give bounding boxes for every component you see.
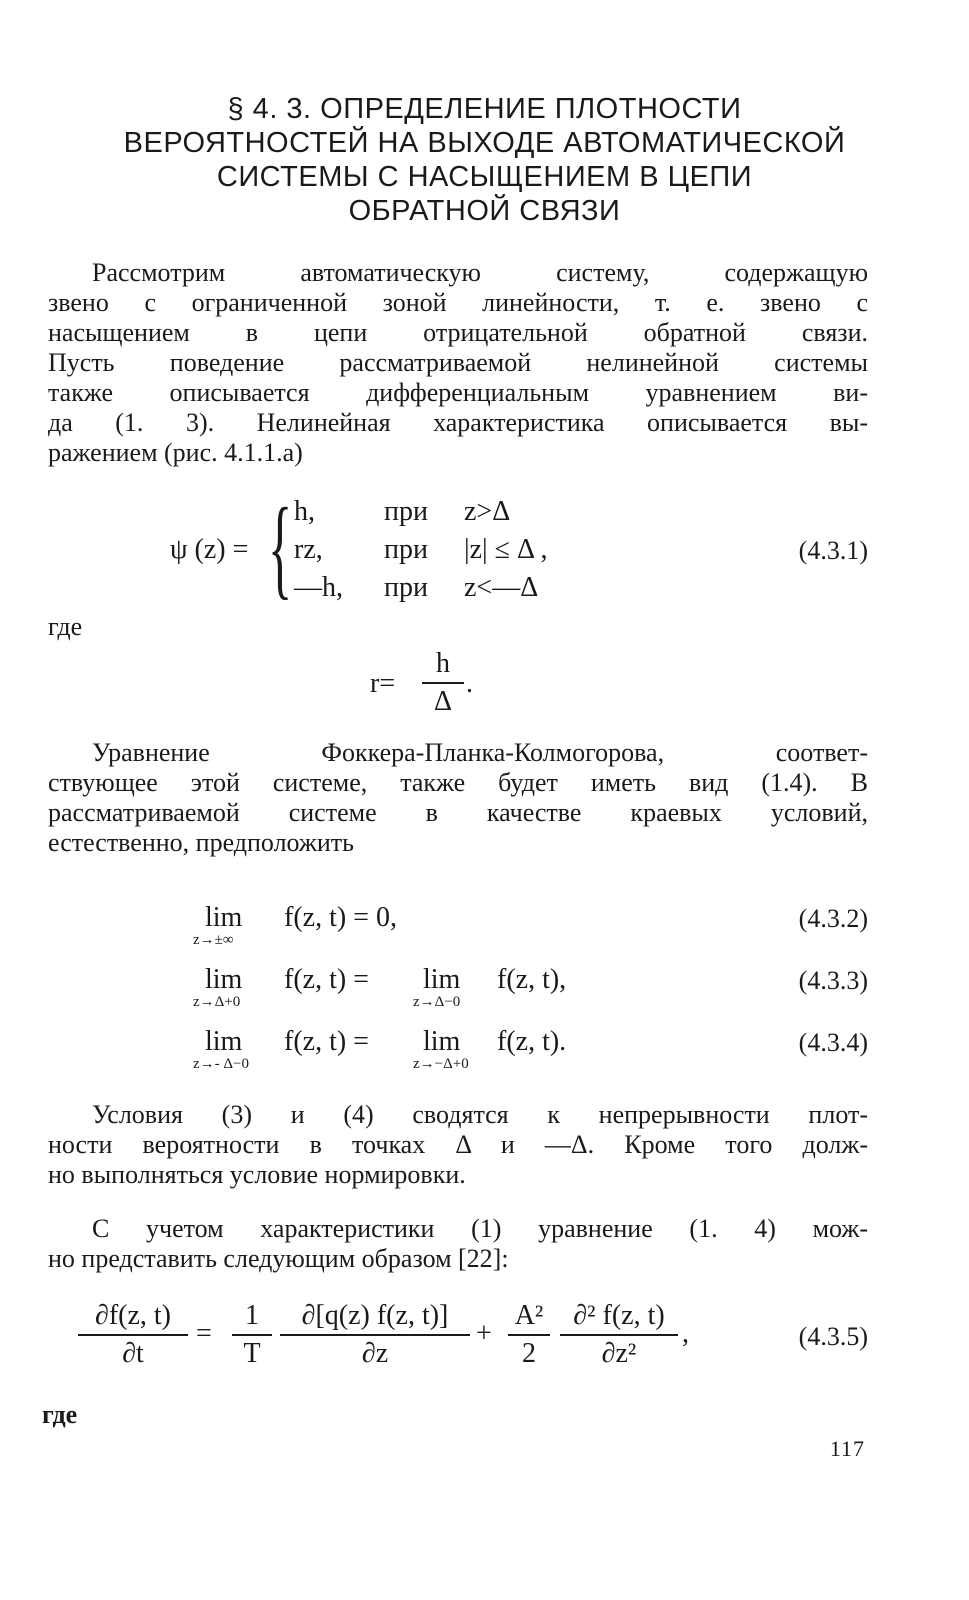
equation-lhs: r= [370, 668, 396, 699]
where-label: где [48, 612, 83, 641]
limit-operator: lim [205, 964, 243, 995]
limit-subscript: z→Δ−0 [413, 994, 461, 1010]
text-line: но выполняться условие нормировки. [48, 1160, 466, 1189]
text-line: Уравнение Фоккера-Планка-Колмогорова, соответ- [92, 738, 868, 767]
equation-number: (4.3.3) [798, 966, 868, 995]
limit-operator: lim [205, 1026, 243, 1057]
equation-lhs: ψ (z) = [170, 534, 249, 565]
case-row: h, при z>Δ [294, 496, 511, 527]
equation-number: (4.3.4) [798, 1028, 868, 1057]
text-line: Условия (3) и (4) сводятся к непрерывности плот- [92, 1100, 868, 1129]
equals-sign: = [196, 1318, 212, 1349]
text-line: Пусть поведение рассматриваемой нелинейной системы [48, 348, 868, 377]
paragraph-conditions [48, 1100, 868, 1190]
equation-body: f(z, t), [497, 964, 567, 995]
limit-subscript: z→Δ+0 [193, 994, 241, 1010]
left-brace: { [268, 486, 293, 610]
text-line: ствующее этой системе, также будет иметь вид (1.4). В [48, 768, 868, 797]
limit-subscript: z→- Δ−0 [193, 1056, 250, 1072]
text-line: естественно, предположить [48, 828, 355, 857]
equation-body: f(z, t) = [284, 964, 369, 995]
where-label: где [42, 1400, 78, 1429]
text-line: также описывается дифференциальным уравнением ви- [48, 378, 868, 407]
plus-sign: + [476, 1318, 492, 1349]
title-line: СИСТЕМЫ С НАСЫЩЕНИЕМ В ЦЕПИ [216, 161, 753, 193]
limit-subscript: z→−Δ+0 [413, 1056, 469, 1072]
title-line: ОБРАТНОЙ СВЯЗИ [348, 195, 621, 227]
equation-number: (4.3.2) [798, 904, 868, 933]
text-line: ности вероятности в точках Δ и —Δ. Кроме того долж- [48, 1130, 868, 1159]
limit-operator: lim [423, 964, 461, 995]
title-line: ВЕРОЯТНОСТЕЙ НА ВЫХОДЕ АВТОМАТИЧЕСКОЙ [123, 127, 846, 159]
fraction: ∂² f(z, t) ∂z² [560, 1300, 678, 1370]
fraction: ∂f(z, t) ∂t [78, 1300, 188, 1370]
fraction: A² 2 [508, 1300, 550, 1370]
text-line: Рассмотрим автоматическую систему, содержащую [92, 258, 868, 287]
limit-operator: lim [205, 902, 243, 933]
comma: , [682, 1318, 689, 1349]
paragraph-fpk [48, 738, 868, 858]
equation-body: f(z, t) = [284, 1026, 369, 1057]
text-line: но представить следующим образом [22]: [48, 1244, 509, 1273]
paragraph-intro [48, 258, 868, 468]
limit-operator: lim [423, 1026, 461, 1057]
paragraph-characteristic [48, 1214, 868, 1274]
case-row: rz, при |z| ≤ Δ , [294, 534, 548, 565]
text-line: С учетом характеристики (1) уравнение (1. 4) мож- [92, 1214, 868, 1243]
text-line: ражением (рис. 4.1.1.а) [48, 438, 303, 467]
section-title [40, 92, 929, 228]
equation-number: (4.3.1) [798, 536, 868, 565]
fraction: ∂[q(z) f(z, t)] ∂z [280, 1300, 470, 1370]
title-line: § 4. 3. ОПРЕДЕЛЕНИЕ ПЛОТНОСТИ [227, 93, 742, 125]
limit-subscript: z→±∞ [193, 932, 234, 948]
equation-body: f(z, t) = 0, [284, 902, 397, 933]
text-line: насыщением в цепи отрицательной обратной связи. [48, 318, 868, 347]
period: . [466, 668, 473, 699]
case-row: —h, при z<—Δ [294, 572, 539, 603]
text-line: звено с ограниченной зоной линейности, т. е. звено с [48, 288, 868, 317]
text-line: рассматриваемой системе в качестве краевых условий, [48, 798, 868, 827]
equation-body: f(z, t). [497, 1026, 567, 1057]
text-line: да (1. 3). Нелинейная характеристика описывается вы- [48, 408, 868, 437]
equation-number: (4.3.5) [798, 1322, 868, 1351]
fraction: 1 T [232, 1300, 272, 1370]
page-number: 117 [829, 1436, 865, 1461]
fraction: h Δ [422, 648, 464, 718]
